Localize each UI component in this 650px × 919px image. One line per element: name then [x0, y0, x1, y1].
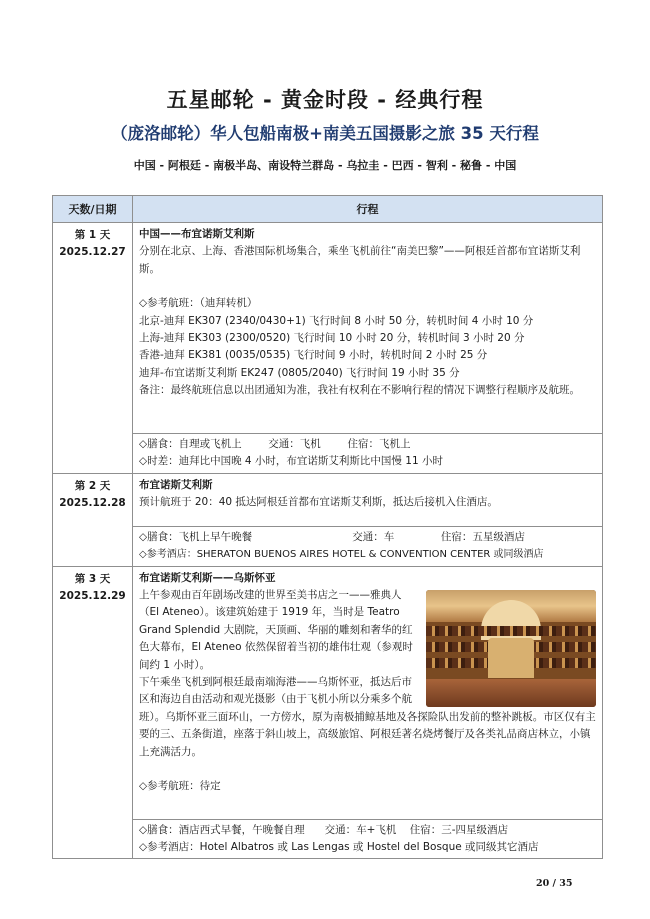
- timezone-info: ◇时差：迪拜比中国晚 4 小时，布宜诺斯艾利斯比中国慢 11 小时: [139, 455, 443, 468]
- page-title: 五星邮轮 - 黄金时段 - 经典行程: [166, 88, 484, 112]
- day-cell: [53, 223, 133, 474]
- table-header-row: [53, 196, 603, 223]
- meals-cell: [133, 526, 603, 566]
- flight-line: 北京-迪拜 EK307 (2340/0430+1) 飞行时间 8 小时 50 分，转机时间 4 小时 10 分: [139, 314, 534, 327]
- day-intro: 分别在北京、上海、香港国际机场集合，乘坐飞机前往“南美巴黎”——阿根廷首都布宜诺斯艾利斯。: [139, 245, 581, 275]
- hotel-info: ◇参考酒店：SHERATON BUENOS AIRES HOTEL & CONVENTION CENTER 或同级酒店: [139, 549, 544, 561]
- day-cell: [53, 473, 133, 566]
- meals-info: ◇膳食：酒店西式早餐，午晚餐自理 交通：车+飞机 住宿：三-四星级酒店: [139, 823, 509, 836]
- day-paragraph: 上午参观由百年剧场改建的世界至美书店之一——雅典人（El Ateneo）。该建筑始建于 1919 年，当时是 Teatro Grand Splendid 大剧院，天顶画、华丽的雕刻和奢华的红色大幕布，El Ateneo 依然保留着当初的雄伟壮观（参观时间约 1 小时）。: [139, 589, 413, 671]
- page-subtitle: （庞洛邮轮）华人包船南极+南美五国摄影之旅 35 天行程: [111, 124, 539, 143]
- table-row: [53, 223, 603, 434]
- day-label: 第 2 天: [74, 479, 111, 492]
- meals-cell: [133, 819, 603, 859]
- column-header-itinerary: 行程: [133, 196, 603, 223]
- table-row: [53, 473, 603, 526]
- table-row: [53, 526, 603, 566]
- table-row: [53, 434, 603, 474]
- flight-note: 备注：最终航班信息以出团通知为准，我社有权利在不影响行程的情况下调整行程顺序及航班。: [139, 384, 580, 397]
- day-paragraph: 下午乘坐飞机到阿根廷最南端海港——乌斯怀亚，抵达后市区和海边自由活动和观光摄影（由于飞机小所以分乘多个航班）。乌斯怀亚三面环山，一方傍水，原为南极捕鲸基地及各探险队出发前的整补跳板。市区仅有主要的三、五条街道，座落于斜山坡上，高级旅馆、阿根廷著名烧烤餐厅及各类礼品商店林立，小镇上充满活力。: [139, 676, 596, 758]
- day-label: 第 1 天: [74, 229, 111, 241]
- flight-label: ◇参考航班：待定: [139, 780, 221, 793]
- day-heading: 布宜诺斯艾利斯——乌斯怀亚: [139, 571, 276, 584]
- flight-line: 迪拜-布宜诺斯艾利斯 EK247 (0805/2040) 飞行时间 19 小时 35 分: [139, 366, 460, 379]
- table-row: [53, 566, 603, 819]
- itinerary-cell: [133, 473, 603, 526]
- itinerary-cell: [133, 223, 603, 434]
- day-heading: 中国——布宜诺斯艾利斯: [139, 228, 255, 240]
- meals-cell: [133, 434, 603, 474]
- day-cell: [53, 566, 133, 859]
- day-label: 第 3 天: [74, 572, 111, 585]
- itinerary-cell: [133, 566, 603, 819]
- flight-line: 上海-迪拜 EK303 (2300/0520) 飞行时间 10 小时 20 分，转机时间 3 小时 20 分: [139, 332, 525, 345]
- meals-info: ◇膳食：自理或飞机上 交通：飞机 住宿：飞机上: [139, 438, 411, 450]
- itinerary-table: [52, 195, 603, 859]
- day-date: 2025.12.29: [59, 589, 126, 602]
- meals-info: ◇膳食：飞机上早午晚餐 交通：车 住宿：五星级酒店: [139, 530, 525, 543]
- hotel-info: ◇参考酒店：Hotel Albatros 或 Las Lengas 或 Hostel del Bosque 或同级其它酒店: [139, 841, 539, 854]
- flight-label: ◇参考航班：（迪拜转机）: [139, 297, 258, 310]
- day-intro: 预计航班于 20：40 抵达阿根廷首都布宜诺斯艾利斯，抵达后接机入住酒店。: [139, 496, 498, 509]
- table-row: [53, 819, 603, 859]
- day-date: 2025.12.28: [59, 496, 126, 509]
- bookstore-photo: [426, 590, 596, 707]
- day-heading: 布宜诺斯艾利斯: [139, 478, 213, 491]
- flight-line: 香港-迪拜 EK381 (0035/0535) 飞行时间 9 小时，转机时间 2 小时 25 分: [139, 349, 488, 362]
- route-summary: 中国 - 阿根廷 - 南极半岛、南设特兰群岛 - 乌拉圭 - 巴西 - 智利 - 秘鲁 - 中国: [133, 159, 517, 172]
- page-number: 20 / 35: [536, 878, 573, 889]
- day-date: 2025.12.27: [59, 246, 126, 258]
- column-header-day: 天数/日期: [53, 196, 133, 223]
